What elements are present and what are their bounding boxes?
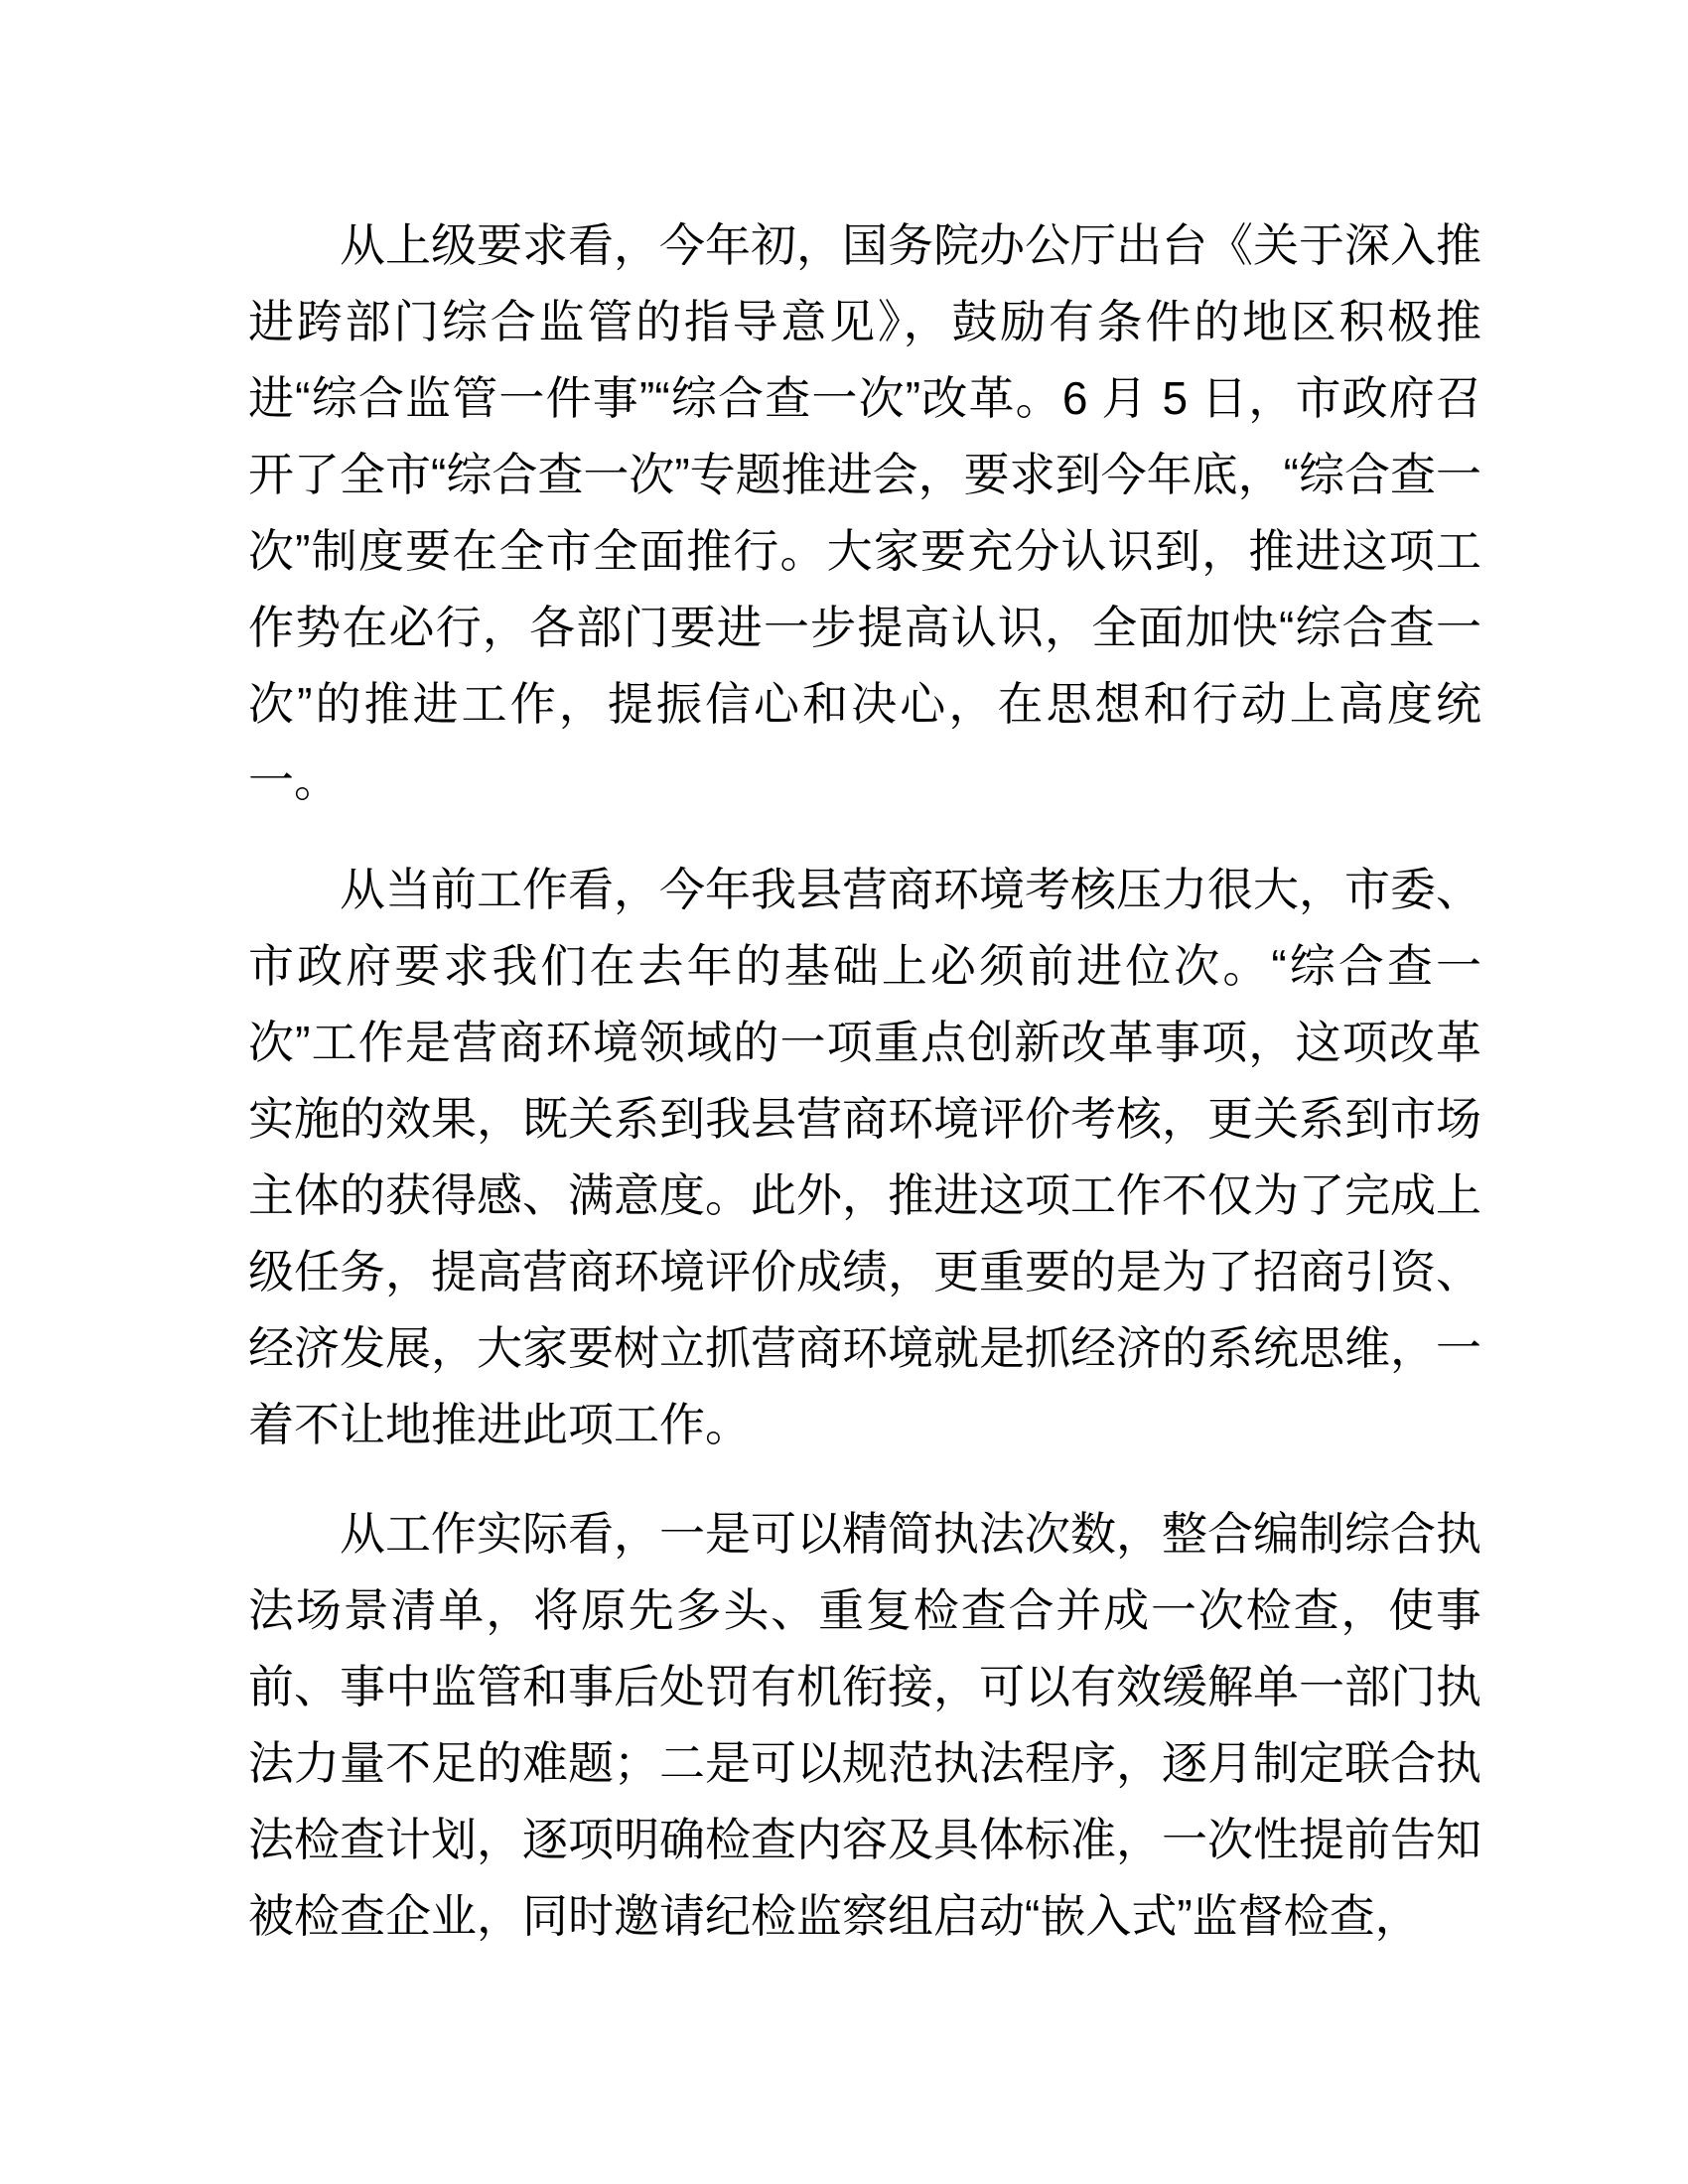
paragraph-practical-work: 从工作实际看，一是可以精简执法次数，整合编制综合执法场景清单，将原先多头、重复检查合并成一次检查，使事前、事中监管和事后处罚有机衔接，可以有效缓解单一部门执法力量不足的难题；二是可以规范执法程序，逐月制定联合执法检查计划，逐项明确检查内容及具体标准，一次性提前告知被检查企业，同时邀请纪检监察组启动“嵌入式”监督检查， [248,1508,1481,1942]
document-page [248,207,1481,1955]
paragraph-current-work: 从当前工作看，今年我县营商环境考核压力很大，市委、市政府要求我们在去年的基础上必须前进位次。“综合查一次”工作是营商环境领域的一项重点创新改革事项，这项改革实施的效果，既关系到我县营商环境评价考核，更关系到市场主体的获得感、满意度。此外，推进这项工作不仅为了完成上级任务，提高营商环境评价成绩，更重要的是为了招商引资、经济发展，大家要树立抓营商环境就是抓经济的系统思维，一着不让地推进此项工作。 [248,864,1481,1450]
paragraph-superior-requirements: 从上级要求看，今年初，国务院办公厅出台《关于深入推进跨部门综合监管的指导意见》，鼓励有条件的地区积极推进“综合监管一件事”“综合查一次”改革。6 月 5 日，市政府召开了全市“综合查一次”专题推进会，要求到今年底，“综合查一次”制度要在全市全面推行。大家要充分认识到，推进这项工作势在必行，各部门要进一步提高认识，全面加快“综合查一次”的推进工作，提振信心和决心，在思想和行动上高度统一。 [248,219,1481,806]
